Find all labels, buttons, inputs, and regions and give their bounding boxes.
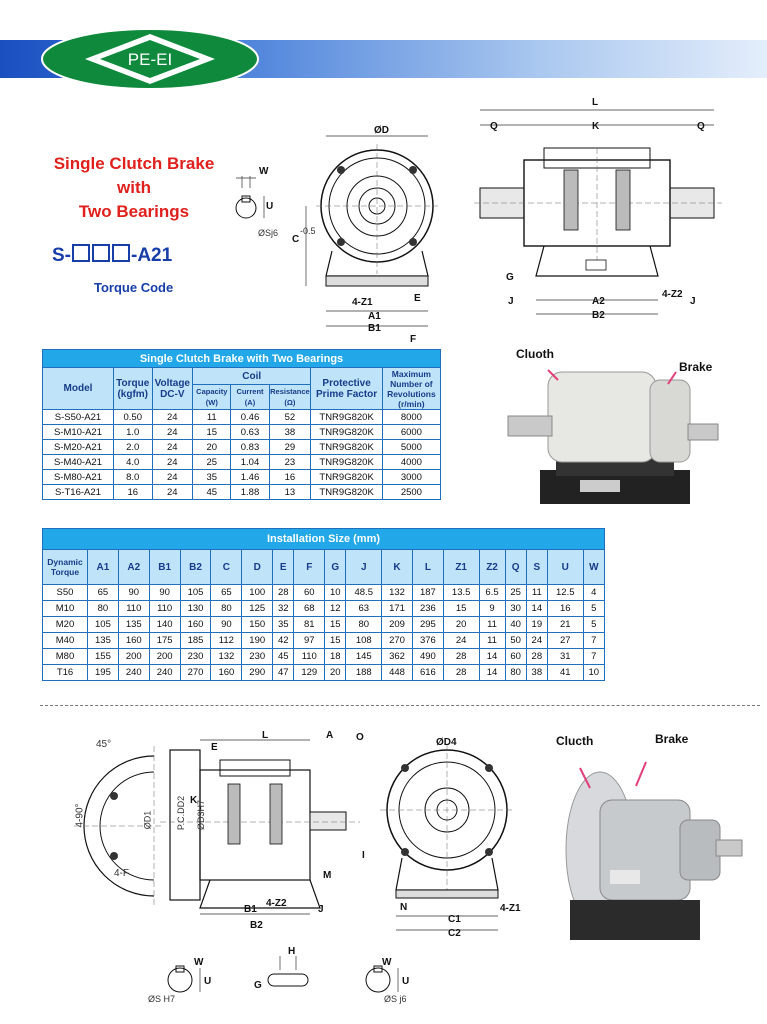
table-header-cell: F [294,550,325,585]
th-torque: Torque (kgfm) [113,368,152,410]
dim-k2: K [190,795,198,806]
table-cell: 35 [193,470,231,485]
dim-c-tolerance: -0.5 [300,226,316,236]
table-header-cell: B2 [180,550,211,585]
table-cell: 1.88 [231,485,269,500]
table-cell: 3000 [382,470,440,485]
dim-m: M [323,870,332,881]
table-header-cell: Dynamic Torque [43,550,88,585]
table-cell: 200 [118,649,149,665]
dim-q-left: Q [490,121,498,132]
table-header-cell: G [325,550,346,585]
table-cell: 14 [526,601,547,617]
table-row [43,633,605,649]
spec-table [42,349,441,500]
table-cell: 5000 [382,440,440,455]
table-cell: TNR9G820K [311,425,382,440]
table-cell: 270 [382,633,413,649]
table-header-cell: E [273,550,294,585]
table-cell: 12 [325,601,346,617]
table-cell: 12.5 [547,585,583,601]
table-cell: 188 [346,665,382,681]
table-cell: 4.0 [113,455,152,470]
dim-4f: 4-F [114,868,129,879]
table-cell: 28 [526,649,547,665]
table-row [43,617,605,633]
table-cell: 50 [505,633,526,649]
table-cell: 60 [505,649,526,665]
dim-c2: C2 [448,928,461,939]
table-cell: 362 [382,649,413,665]
dim-a1: A1 [368,311,381,322]
th-coil: Coil [193,368,311,385]
table-cell: 19 [526,617,547,633]
table-cell: 90 [211,617,242,633]
dim-a2: A2 [592,296,605,307]
table-cell: 490 [412,649,443,665]
table-cell: 0.50 [113,410,152,425]
table-cell: 97 [294,633,325,649]
dim-pcd: P.C.DD2 [176,795,187,831]
photo2-clutch-label: Clucth [556,734,594,748]
table-cell: TNR9G820K [311,440,382,455]
table-cell: S-M80-A21 [43,470,114,485]
table-row [43,649,605,665]
table-cell: 24 [152,410,193,425]
table-cell: 160 [118,633,149,649]
installation-size-table [42,528,605,681]
th-maxrev: Maximum Number of Revolutions (r/min) [382,368,440,410]
table-cell: 185 [180,633,211,649]
table-cell: 11 [479,617,505,633]
table-cell: 150 [242,617,273,633]
table-cell: 80 [346,617,382,633]
table-cell: 28 [443,649,479,665]
table-cell: 100 [242,585,273,601]
table-cell: 25 [193,455,231,470]
table-cell: 24 [152,485,193,500]
th-capacity: Capacity (W) [193,385,231,410]
code-box [92,244,110,262]
table-cell: 160 [211,665,242,681]
table-cell: TNR9G820K [311,470,382,485]
code-box [112,244,130,262]
table-row [43,455,441,470]
product-photo-2 [530,740,750,960]
table-cell: 38 [526,665,547,681]
table-cell: 230 [242,649,273,665]
table-row [43,470,441,485]
section-divider [40,705,760,706]
table-cell: 42 [273,633,294,649]
th-voltage: Voltage DC-V [152,368,193,410]
table-cell: 108 [346,633,382,649]
table-cell: TNR9G820K [311,410,382,425]
table-cell: 90 [149,585,180,601]
table-cell: 65 [211,585,242,601]
table-cell: 23 [269,455,311,470]
table-cell: M20 [43,617,88,633]
table-cell: 1.46 [231,470,269,485]
dim-u-key2: U [402,976,410,987]
table-cell: 8.0 [113,470,152,485]
table-cell: 135 [88,633,119,649]
photo1-clutch-label: Cluoth [516,347,554,361]
dim-d4: ØD4 [436,737,457,748]
table-cell: 38 [269,425,311,440]
dim-b1: B1 [368,323,381,334]
dim-d1: ØD1 [142,810,153,830]
table-header-cell: U [547,550,583,585]
table-cell: 236 [412,601,443,617]
table-cell: 45 [193,485,231,500]
table-cell: 21 [547,617,583,633]
table-cell: 6.5 [479,585,505,601]
table-cell: 125 [242,601,273,617]
table-cell: 29 [269,440,311,455]
dim-c: C [292,234,300,245]
dim-d: ØD [374,125,389,136]
table-cell: 187 [412,585,443,601]
table-cell: 24 [443,633,479,649]
table-cell: 295 [412,617,443,633]
table-cell: 240 [118,665,149,681]
table-cell: S-M20-A21 [43,440,114,455]
dim-sj6: ØS j6 [384,994,407,1004]
table-cell: 24 [152,440,193,455]
table-cell: 20 [193,440,231,455]
table-cell: 63 [346,601,382,617]
table-cell: 160 [180,617,211,633]
dim-n: N [400,902,408,913]
section-view-drawing [140,730,370,930]
table-cell: 15 [325,617,346,633]
table-cell: 13 [269,485,311,500]
logo-text: PE-EI [127,50,173,69]
table-cell: 110 [294,649,325,665]
table-cell: 10 [583,665,604,681]
photo2-brake-label: Brake [655,732,689,746]
table-cell: 11 [526,585,547,601]
table-cell: 24 [152,470,193,485]
table-cell: 52 [269,410,311,425]
table-cell: 4 [583,585,604,601]
table-cell: 30 [505,601,526,617]
table-cell: 24 [152,425,193,440]
table-cell: S-S50-A21 [43,410,114,425]
table-cell: 175 [149,633,180,649]
table-row [43,425,441,440]
table-cell: 15 [193,425,231,440]
table-cell: 7 [583,633,604,649]
table-cell: 171 [382,601,413,617]
table-cell: 80 [88,601,119,617]
dim-u: U [266,201,274,212]
table-cell: S-M40-A21 [43,455,114,470]
title-line-1: Single Clutch Brake [53,154,215,173]
table-cell: 6000 [382,425,440,440]
table-row [43,410,441,425]
dim-e: E [414,293,421,304]
table-cell: 195 [88,665,119,681]
table-cell: 112 [211,633,242,649]
table-cell: 47 [273,665,294,681]
table-cell: 376 [412,633,443,649]
table-cell: 130 [180,601,211,617]
table-cell: 60 [294,585,325,601]
table-header-cell: K [382,550,413,585]
table2-caption: Installation Size (mm) [43,529,605,550]
dim-b2: B2 [592,310,605,321]
table-cell: 105 [88,617,119,633]
table-cell: 155 [88,649,119,665]
table-cell: 18 [325,649,346,665]
torque-code-caption: Torque Code [94,280,174,295]
table-cell: 135 [118,617,149,633]
model-code-suffix: -A21 [131,245,173,266]
dim-z2b: 4-Z2 [266,898,287,909]
table-cell: 0.83 [231,440,269,455]
table-cell: 28 [443,665,479,681]
table-cell: 145 [346,649,382,665]
table-cell: 0.63 [231,425,269,440]
dim-l2: L [262,730,269,741]
model-code [52,244,172,267]
table-cell: 41 [547,665,583,681]
dim-w-key1: W [194,957,204,968]
table-cell: 20 [443,617,479,633]
table-cell: 1.04 [231,455,269,470]
dim-angle-90: 4-90° [74,803,86,828]
dim-z1: 4-Z1 [352,297,373,308]
table-cell: 230 [180,649,211,665]
code-box [72,244,90,262]
table-cell: 35 [273,617,294,633]
table-cell: 11 [479,633,505,649]
dim-c1: C1 [448,914,461,925]
table-row [43,665,605,681]
table-row [43,485,441,500]
dim-sh7: ØS H7 [148,994,176,1004]
table-cell: TNR9G820K [311,485,382,500]
table-cell: 65 [88,585,119,601]
table-cell: 25 [505,585,526,601]
table-cell: 290 [242,665,273,681]
dim-i: I [362,850,365,861]
table-cell: 14 [479,665,505,681]
dim-e2: E [211,742,218,753]
dim-k: K [592,121,600,132]
table-cell: 240 [149,665,180,681]
dim-o: O [356,732,364,743]
title-line-3: Two Bearings [78,202,190,221]
side-view-drawing [474,100,722,326]
dim-j-left: J [508,296,514,307]
dim-w-key2: W [382,957,392,968]
table-cell: 16 [113,485,152,500]
table-cell: 4000 [382,455,440,470]
dim-g: G [506,272,514,283]
table-cell: 28 [273,585,294,601]
table-row [43,585,605,601]
dim-j2: J [318,904,324,915]
table-cell: 45 [273,649,294,665]
title-line-2: with [117,178,151,197]
dim-g2: G [254,980,262,991]
table-cell: 11 [193,410,231,425]
dim-z1b: 4-Z1 [500,903,521,914]
table-cell: 90 [118,585,149,601]
table-cell: 48.5 [346,585,382,601]
photo1-brake-label: Brake [679,360,713,374]
dim-f: F [410,334,417,345]
table-cell: 270 [180,665,211,681]
table-header-cell: L [412,550,443,585]
table-cell: 80 [211,601,242,617]
table-row [43,601,605,617]
table-cell: 105 [180,585,211,601]
th-resistance: Resistance (Ω) [269,385,311,410]
table-cell: 10 [325,585,346,601]
table-row [43,440,441,455]
table-cell: 132 [382,585,413,601]
table-cell: 27 [547,633,583,649]
table-cell: 32 [273,601,294,617]
table-cell: 16 [547,601,583,617]
th-current: Current (A) [231,385,269,410]
table-cell: 1.0 [113,425,152,440]
dim-l: L [592,97,599,108]
table-cell: S-M10-A21 [43,425,114,440]
table-cell: M40 [43,633,88,649]
table-header-cell: J [346,550,382,585]
table-cell: 448 [382,665,413,681]
dim-b1b: B1 [244,904,257,915]
table-header-cell: C [211,550,242,585]
table-cell: 16 [269,470,311,485]
table-cell: 14 [479,649,505,665]
table-cell: 5 [583,601,604,617]
table-cell: TNR9G820K [311,455,382,470]
dim-d3: ØD3H7 [196,799,207,831]
dim-h: H [288,946,296,957]
table-cell: 13.5 [443,585,479,601]
table-cell: 110 [118,601,149,617]
table-cell: M10 [43,601,88,617]
table-cell: 200 [149,649,180,665]
table-cell: 5 [583,617,604,633]
th-model: Model [43,368,114,410]
dim-z2: 4-Z2 [662,289,683,300]
table-cell: 24 [526,633,547,649]
table-cell: M80 [43,649,88,665]
table-header-cell: S [526,550,547,585]
th-prime: Protective Prime Factor [311,368,382,410]
table-header-cell: Z2 [479,550,505,585]
table-header-cell: Z1 [443,550,479,585]
table-cell: T16 [43,665,88,681]
table-cell: 0.46 [231,410,269,425]
table-cell: 7 [583,649,604,665]
table-cell: 81 [294,617,325,633]
table-cell: 9 [479,601,505,617]
table-cell: 15 [443,601,479,617]
pe-ei-logo [40,28,260,90]
table-cell: 80 [505,665,526,681]
table-cell: 40 [505,617,526,633]
table-header-cell: A2 [118,550,149,585]
table-cell: 110 [149,601,180,617]
table-cell: 129 [294,665,325,681]
table-cell: S50 [43,585,88,601]
table-cell: 24 [152,455,193,470]
table-cell: 140 [149,617,180,633]
table-cell: 31 [547,649,583,665]
table-cell: S-T16-A21 [43,485,114,500]
table-cell: 2500 [382,485,440,500]
table-header-cell: Q [505,550,526,585]
table-header-cell: A1 [88,550,119,585]
table-cell: 2.0 [113,440,152,455]
dim-angle-45: 45° [96,739,112,750]
table-cell: 190 [242,633,273,649]
dim-u-key1: U [204,976,212,987]
table-cell: 209 [382,617,413,633]
table1-caption: Single Clutch Brake with Two Bearings [43,350,441,368]
dim-s: ØSj6 [258,228,279,238]
dim-q-right: Q [697,121,705,132]
dim-w: W [259,166,269,177]
product-title [34,152,234,224]
model-code-prefix: S- [52,245,71,266]
table-cell: 15 [325,633,346,649]
dim-j-right: J [690,296,696,307]
table-header-cell: W [583,550,604,585]
table-cell: 8000 [382,410,440,425]
dim-b2b: B2 [250,920,263,931]
table-cell: 132 [211,649,242,665]
table-header-cell: D [242,550,273,585]
table-cell: 20 [325,665,346,681]
table-cell: 68 [294,601,325,617]
table-cell: 616 [412,665,443,681]
dim-a: A [326,730,334,741]
table-header-cell: B1 [149,550,180,585]
